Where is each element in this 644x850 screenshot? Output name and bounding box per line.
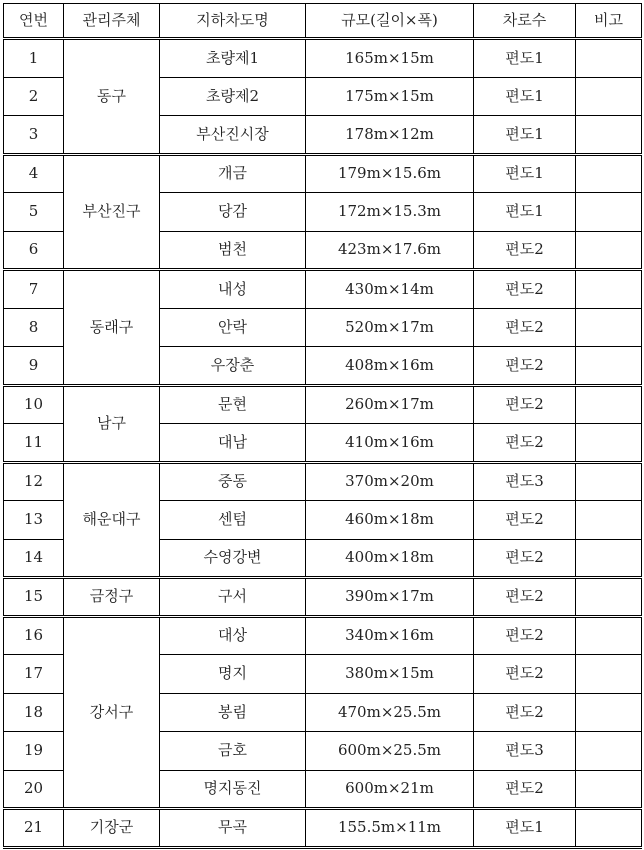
header-note: 비고 bbox=[576, 4, 642, 39]
cell-manager: 기장군 bbox=[64, 809, 160, 848]
cell-note bbox=[576, 39, 642, 78]
table-header bbox=[4, 4, 642, 39]
cell-size: 408m×16m bbox=[306, 347, 474, 386]
cell-size: 430m×14m bbox=[306, 270, 474, 309]
cell-lanes: 편도2 bbox=[474, 424, 576, 463]
cell-note bbox=[576, 154, 642, 193]
cell-lanes: 편도3 bbox=[474, 462, 576, 501]
cell-size: 390m×17m bbox=[306, 578, 474, 617]
cell-underpass-name: 내성 bbox=[160, 270, 306, 309]
cell-underpass-name: 문현 bbox=[160, 385, 306, 424]
cell-size: 172m×15.3m bbox=[306, 193, 474, 232]
cell-no: 11 bbox=[4, 424, 64, 463]
cell-note bbox=[576, 501, 642, 540]
cell-note bbox=[576, 77, 642, 116]
cell-size: 155.5m×11m bbox=[306, 809, 474, 848]
table-row bbox=[4, 385, 642, 424]
cell-lanes: 편도2 bbox=[474, 693, 576, 732]
cell-size: 460m×18m bbox=[306, 501, 474, 540]
cell-underpass-name: 당감 bbox=[160, 193, 306, 232]
cell-no: 18 bbox=[4, 693, 64, 732]
cell-underpass-name: 안락 bbox=[160, 308, 306, 347]
cell-lanes: 편도2 bbox=[474, 385, 576, 424]
cell-no: 9 bbox=[4, 347, 64, 386]
header-no: 연번 bbox=[4, 4, 64, 39]
cell-underpass-name: 초량제1 bbox=[160, 39, 306, 78]
cell-note bbox=[576, 578, 642, 617]
cell-note bbox=[576, 231, 642, 270]
cell-size: 600m×21m bbox=[306, 770, 474, 809]
cell-size: 470m×25.5m bbox=[306, 693, 474, 732]
cell-size: 380m×15m bbox=[306, 655, 474, 694]
cell-underpass-name: 초량제2 bbox=[160, 77, 306, 116]
cell-lanes: 편도2 bbox=[474, 270, 576, 309]
cell-no: 16 bbox=[4, 616, 64, 655]
cell-underpass-name: 명지동진 bbox=[160, 770, 306, 809]
cell-underpass-name: 센텀 bbox=[160, 501, 306, 540]
cell-lanes: 편도1 bbox=[474, 77, 576, 116]
cell-note bbox=[576, 693, 642, 732]
cell-underpass-name: 대남 bbox=[160, 424, 306, 463]
cell-underpass-name: 수영강변 bbox=[160, 539, 306, 578]
cell-no: 20 bbox=[4, 770, 64, 809]
cell-note bbox=[576, 116, 642, 155]
cell-note bbox=[576, 655, 642, 694]
cell-underpass-name: 대상 bbox=[160, 616, 306, 655]
cell-no: 3 bbox=[4, 116, 64, 155]
cell-lanes: 편도2 bbox=[474, 616, 576, 655]
cell-note bbox=[576, 539, 642, 578]
cell-lanes: 편도2 bbox=[474, 770, 576, 809]
cell-size: 175m×15m bbox=[306, 77, 474, 116]
cell-lanes: 편도1 bbox=[474, 116, 576, 155]
cell-note bbox=[576, 308, 642, 347]
cell-underpass-name: 명지 bbox=[160, 655, 306, 694]
cell-no: 17 bbox=[4, 655, 64, 694]
cell-lanes: 편도1 bbox=[474, 39, 576, 78]
header-underpass-name: 지하차도명 bbox=[160, 4, 306, 39]
cell-lanes: 편도2 bbox=[474, 501, 576, 540]
cell-no: 12 bbox=[4, 462, 64, 501]
cell-size: 410m×16m bbox=[306, 424, 474, 463]
cell-note bbox=[576, 616, 642, 655]
cell-manager: 강서구 bbox=[64, 616, 160, 809]
cell-no: 10 bbox=[4, 385, 64, 424]
cell-manager: 동구 bbox=[64, 39, 160, 155]
cell-lanes: 편도2 bbox=[474, 539, 576, 578]
cell-underpass-name: 범천 bbox=[160, 231, 306, 270]
cell-no: 1 bbox=[4, 39, 64, 78]
cell-no: 15 bbox=[4, 578, 64, 617]
cell-note bbox=[576, 770, 642, 809]
table-row bbox=[4, 616, 642, 655]
cell-manager: 남구 bbox=[64, 385, 160, 462]
cell-no: 19 bbox=[4, 732, 64, 771]
cell-lanes: 편도1 bbox=[474, 154, 576, 193]
cell-no: 13 bbox=[4, 501, 64, 540]
table-body bbox=[4, 39, 642, 848]
table-row bbox=[4, 270, 642, 309]
header-lanes: 차로수 bbox=[474, 4, 576, 39]
cell-size: 179m×15.6m bbox=[306, 154, 474, 193]
cell-note bbox=[576, 193, 642, 232]
cell-underpass-name: 구서 bbox=[160, 578, 306, 617]
cell-note bbox=[576, 462, 642, 501]
cell-lanes: 편도2 bbox=[474, 231, 576, 270]
cell-underpass-name: 중동 bbox=[160, 462, 306, 501]
cell-underpass-name: 우장춘 bbox=[160, 347, 306, 386]
cell-note bbox=[576, 809, 642, 848]
cell-note bbox=[576, 424, 642, 463]
cell-size: 370m×20m bbox=[306, 462, 474, 501]
table-row bbox=[4, 809, 642, 848]
cell-underpass-name: 금호 bbox=[160, 732, 306, 771]
cell-size: 600m×25.5m bbox=[306, 732, 474, 771]
cell-underpass-name: 봉림 bbox=[160, 693, 306, 732]
cell-manager: 금정구 bbox=[64, 578, 160, 617]
cell-note bbox=[576, 732, 642, 771]
cell-lanes: 편도1 bbox=[474, 193, 576, 232]
table-row bbox=[4, 578, 642, 617]
cell-lanes: 편도2 bbox=[474, 655, 576, 694]
table-row bbox=[4, 39, 642, 78]
cell-lanes: 편도2 bbox=[474, 347, 576, 386]
cell-size: 520m×17m bbox=[306, 308, 474, 347]
cell-size: 260m×17m bbox=[306, 385, 474, 424]
cell-note bbox=[576, 347, 642, 386]
cell-note bbox=[576, 385, 642, 424]
cell-size: 165m×15m bbox=[306, 39, 474, 78]
header-row bbox=[4, 4, 642, 39]
header-size: 규모(길이×폭) bbox=[306, 4, 474, 39]
cell-no: 5 bbox=[4, 193, 64, 232]
cell-underpass-name: 개금 bbox=[160, 154, 306, 193]
table-row bbox=[4, 154, 642, 193]
cell-underpass-name: 부산진시장 bbox=[160, 116, 306, 155]
cell-no: 2 bbox=[4, 77, 64, 116]
cell-manager: 부산진구 bbox=[64, 154, 160, 270]
cell-lanes: 편도2 bbox=[474, 578, 576, 617]
cell-size: 423m×17.6m bbox=[306, 231, 474, 270]
cell-no: 6 bbox=[4, 231, 64, 270]
header-manager: 관리주체 bbox=[64, 4, 160, 39]
underpass-table bbox=[3, 3, 642, 849]
cell-lanes: 편도3 bbox=[474, 732, 576, 771]
cell-lanes: 편도1 bbox=[474, 809, 576, 848]
cell-no: 14 bbox=[4, 539, 64, 578]
table-row bbox=[4, 462, 642, 501]
cell-no: 4 bbox=[4, 154, 64, 193]
cell-no: 7 bbox=[4, 270, 64, 309]
cell-underpass-name: 무곡 bbox=[160, 809, 306, 848]
cell-note bbox=[576, 270, 642, 309]
cell-manager: 해운대구 bbox=[64, 462, 160, 578]
cell-lanes: 편도2 bbox=[474, 308, 576, 347]
cell-manager: 동래구 bbox=[64, 270, 160, 386]
cell-size: 400m×18m bbox=[306, 539, 474, 578]
cell-no: 21 bbox=[4, 809, 64, 848]
cell-size: 178m×12m bbox=[306, 116, 474, 155]
cell-no: 8 bbox=[4, 308, 64, 347]
cell-size: 340m×16m bbox=[306, 616, 474, 655]
